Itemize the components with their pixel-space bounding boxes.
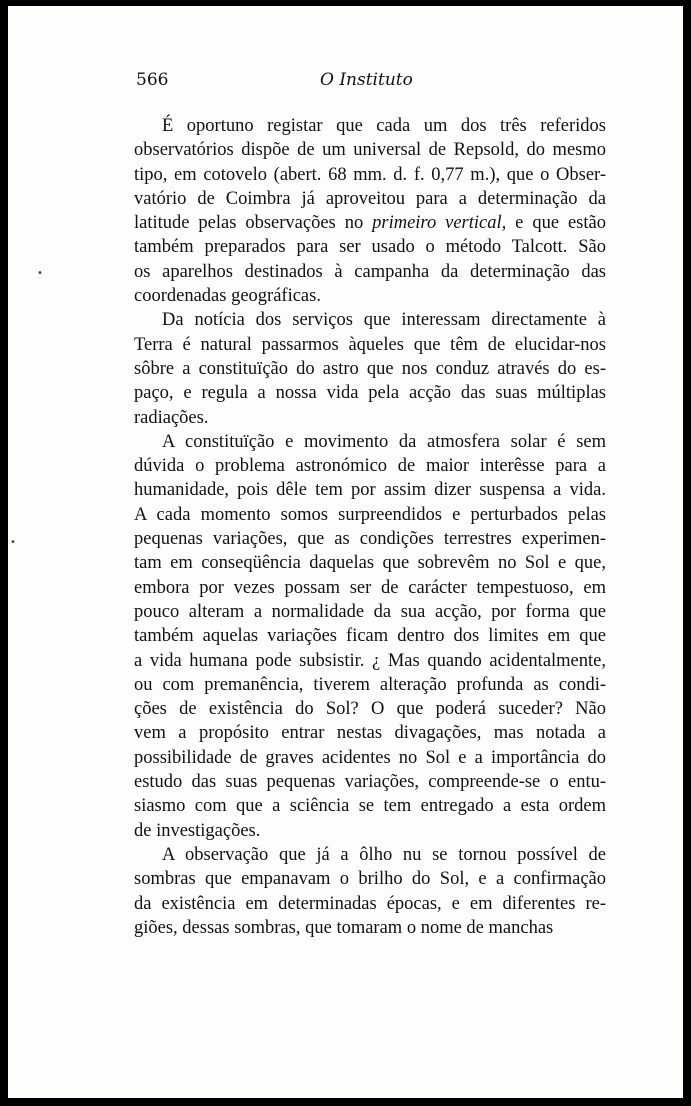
text-line: ções de existência do Sol? O que poderá suceder? Não [134,699,606,720]
text-line: de investigações. [134,820,261,841]
text-line: A observação que já a ôlho nu se tornou possível de [162,844,606,865]
page-number: 566 [136,70,169,90]
text-line: siasmo com que a sciência se tem entregado a esta ordem [134,796,606,817]
text-line: vatório de Coimbra já aproveitou para a determinação da [134,188,606,209]
text-line: também aquelas variações ficam dentro dos limites em que [134,626,606,647]
text-line: pouco alteram a normalidade da sua acção, por forma que [134,601,606,622]
text-line: humanidade, pois dêle tem por assim dizer suspensa a vida. [134,480,606,501]
text-line: pequenas variações, que as condições terrestres experimen- [134,529,606,550]
text-line: tam em conseqüência daquelas que sobrevêm no Sol e que, [134,553,606,574]
text-line: coordenadas geográficas. [134,286,321,307]
body-text [134,114,606,940]
text-line: observatórios dispõe de um universal de Repsold, do mesmo [134,140,606,161]
text-line: também preparados para ser usado o método Talcott. São [134,237,606,258]
text-line: giões, dessas sombras, que tomaram o nome de manchas [134,917,554,938]
text-line: dúvida o problema astronómico de maior interêsse para a [134,456,606,477]
text-line: da existência em determinadas épocas, e em diferentes re- [134,893,606,914]
text-line: sombras que empanavam o brilho do Sol, e a confirmação [134,869,606,890]
text-line: embora por vezes possam ser de carácter tempestuoso, em [134,577,606,598]
text-line: vem a propósito entrar nestas divagações, mas notada a [134,723,606,744]
text-line: Da notícia dos serviços que interessam directamente à [162,310,606,331]
margin-dot-mark: • [37,268,43,279]
text-line: a vida humana pode subsistir. ¿ Mas quando acidentalmente, [134,650,606,671]
running-title: O Instituto [320,70,413,90]
text-line: A cada momento somos surpreendidos e perturbados pelas [134,504,606,525]
text-line: os aparelhos destinados à campanha da determinação das [134,261,606,282]
text-line: radiações. [134,407,209,428]
text-line: ou com premanência, tiverem alteração profunda as condi- [134,674,606,695]
text-line: tipo, em cotovelo (abert. 68 mm. d. f. 0,77 m.), que o Obser- [134,164,606,185]
page-header [8,70,683,100]
book-page [8,6,683,1098]
text-line: estudo das suas pequenas variações, compreende-se o entu- [134,772,606,793]
text-line: paço, e regula a nossa vida pela acção das suas múltiplas [134,383,606,404]
text-line: A constituïção e movimento da atmosfera solar é sem [162,431,606,452]
text-line: sôbre a constituïção do astro que nos conduz através do es- [134,358,606,379]
italic-phrase: primeiro vertical, [372,213,507,234]
text-line: Terra é natural passarmos àqueles que têm de elucidar-nos [134,334,606,355]
text-line: É oportuno registar que cada um dos três referidos [162,116,606,136]
margin-dot-mark: • [10,537,16,548]
text-line: latitude pelas observações no primeiro vertical, e que estão [134,213,606,234]
text-line: possibilidade de graves acidentes no Sol e a importância do [134,747,606,768]
